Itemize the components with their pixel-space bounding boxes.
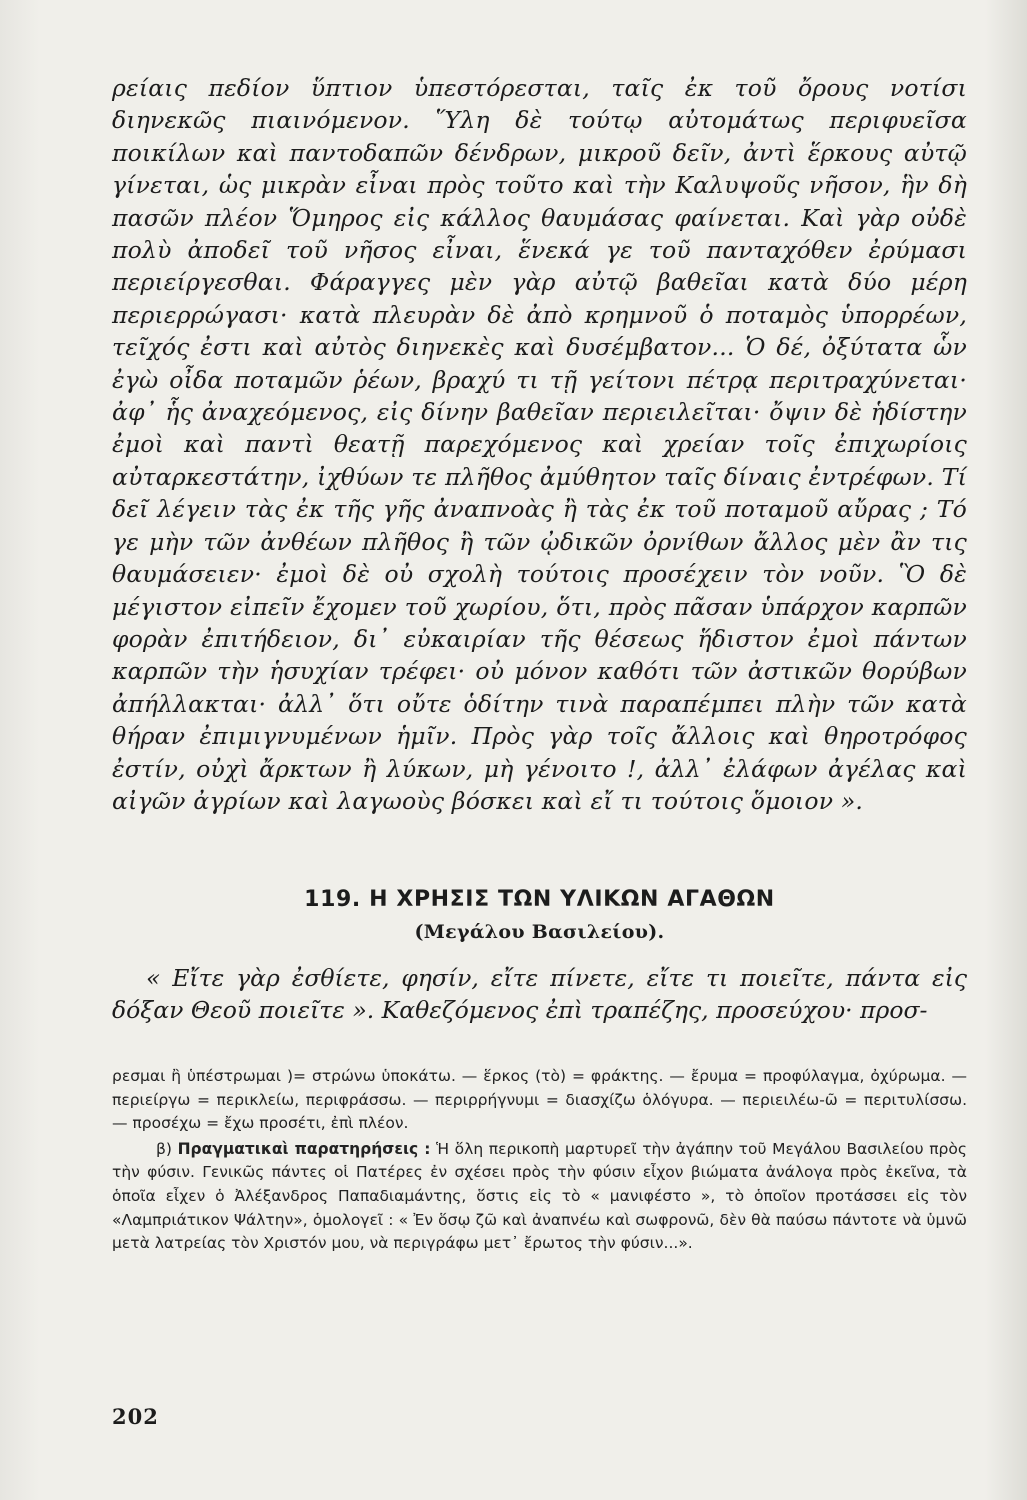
footnotes	[112, 1065, 967, 1256]
glossary-notes: ρεσμαι ἢ ὑπέστρωμαι )= στρώνω ὑποκάτω. — ἕρκος (τὸ) = φράκτης. — ἔρυμα = προφύλαγμα, ὀχύρωμα. — περιείργω = περικλείω, περιφράσσω. — περιρρήγνυμι = διασχίζω ὁλόγυρα. — περιειλέω-ῶ = περιτυλίσσω. — προσέχω = ἔχω προσέτι, ἐπὶ πλέον.	[112, 1067, 967, 1133]
remark-text: Ἡ ὅλη περικοπὴ μαρτυρεῖ τὴν ἀγάπην τοῦ Μεγάλου Βασιλείου πρὸς τὴν φύσιν. Γενικῶς πάντες οἱ Πατέρες ἐν σχέσει πρὸς τὴν φύσιν εἶχον βιώματα ἀνάλογα πρὸς ἐκεῖνα, τὰ ὁποῖα εἶχεν ὁ Ἀλέξανδρος Παπαδιαμάντης, ὅστις εἰς τὸ « μανιφέστο », τὸ ὁποῖον προτάσσει εἰς τὸν «Λαμπριάτικον Ψάλτην», ὁμολογεῖ : « Ἐν ὅσῳ ζῶ καὶ ἀναπνέω καὶ σωφρονῶ, δὲν θὰ παύσω πάντοτε νὰ ὑμνῶ μετὰ λατρείας τὸν Χριστόν μου, νὰ περιγράφω μετ᾽ ἔρωτος τὴν φύσιν...».	[112, 1139, 967, 1253]
remarks-paragraph	[112, 1138, 967, 1256]
section-subtitle: (Μεγάλου Βασιλείου).	[414, 921, 665, 943]
remark-title: Πραγματικαὶ παρατηρήσεις :	[177, 1139, 431, 1158]
section-title: 119. Η ΧΡΗΣΙΣ ΤΩΝ ΥΛΙΚΩΝ ΑΓΑΘΩΝ	[304, 887, 775, 912]
section-heading	[112, 884, 967, 948]
quote-block	[112, 962, 967, 1027]
page-number: 202	[112, 1404, 159, 1429]
main-text-block	[112, 72, 967, 817]
quote-paragraph: « Εἴτε γὰρ ἐσθίετε, φησίν, εἴτε πίνετε, εἴτε τι ποιεῖτε, πάντα εἰς δόξαν Θεοῦ ποιεῖτε ». Καθεζόμενος ἐπὶ τραπέζης, προσεύχου· προσ-	[112, 964, 967, 1025]
remark-label: β)	[156, 1139, 172, 1158]
main-paragraph: ρείαις πεδίον ὕπτιον ὑπεστόρεσται, ταῖς ἐκ τοῦ ὄρους νοτίσι διηνεκῶς πιαινόμενον. Ὕλη δὲ τούτῳ αὐτομάτως περιφυεῖσα ποικίλων καὶ παντοδαπῶν δένδρων, μικροῦ δεῖν, ἀντὶ ἕρκους αὐτῷ γίνεται, ὡς μικρὰν εἶναι πρὸς τοῦτο καὶ τὴν Καλυψοῦς νῆσον, ἣν δὴ πασῶν πλέον Ὅμηρος εἰς κάλλος θαυμάσας φαίνεται. Καὶ γὰρ οὐδὲ πολὺ ἀποδεῖ τοῦ νῆσος εἶναι, ἕνεκά γε τοῦ πανταχόθεν ἐρύμασι περιείργεσθαι. Φάραγγες μὲν γὰρ αὐτῷ βαθεῖαι κατὰ δύο μέρη περιερρώγασι· κατὰ πλευρὰν δὲ ἀπὸ κρημνοῦ ὁ ποταμὸς ὑπορρέων, τεῖχός ἐστι καὶ αὐτὸς διηνεκὲς καὶ δυσέμβατον... Ὁ δέ, ὀξύτατα ὧν ἐγὼ οἶδα ποταμῶν ῥέων, βραχύ τι τῇ γείτονι πέτρᾳ περιτραχύνεται· ἀφ᾽ ἧς ἀναχεόμενος, εἰς δίνην βαθεῖαν περιειλεῖται· ὄψιν δὲ ἡδίστην ἐμοὶ καὶ παντὶ θεατῇ παρεχόμενος καὶ χρείαν τοῖς ἐπιχωρίοις αὐταρκεστάτην, ἰχθύων τε πλῆθος ἀμύθητον ταῖς δίναις ἐντρέφων. Τί δεῖ λέγειν τὰς ἐκ τῆς γῆς ἀναπνοὰς ἢ τὰς ἐκ τοῦ ποταμοῦ αὔρας ; Τό γε μὴν τῶν ἀνθέων πλῆθος ἢ τῶν ᾠδικῶν ὀρνίθων ἄλλος μὲν ἂν τις θαυμάσειεν· ἐμοὶ δὲ οὐ σχολὴ τούτοις προσέχειν τὸν νοῦν. Ὃ δὲ μέγιστον εἰπεῖν ἔχομεν τοῦ χωρίου, ὅτι, πρὸς πᾶσαν ὑπάρχον καρπῶν φορὰν ἐπιτήδειον, δι᾽ εὐκαιρίαν τῆς θέσεως ἥδιστον ἐμοὶ πάντων καρπῶν τὴν ἡσυχίαν τρέφει· οὐ μόνον καθότι τῶν ἀστικῶν θορύβων ἀπήλλακται· ἀλλ᾽ ὅτι οὔτε ὁδίτην τινὰ παραπέμπει πλὴν τῶν κατὰ θήραν ἐπιμιγνυμένων ἡμῖν. Πρὸς γὰρ τοῖς ἄλλοις καὶ θηροτρόφος ἐστίν, οὐχὶ ἄρκτων ἢ λύκων, μὴ γένοιτο !, ἀλλ᾽ ἐλάφων ἀγέλας καὶ αἰγῶν ἀγρίων καὶ λαγωοὺς βόσκει καὶ εἴ τι τούτοις ὅμοιον ».	[112, 74, 968, 815]
